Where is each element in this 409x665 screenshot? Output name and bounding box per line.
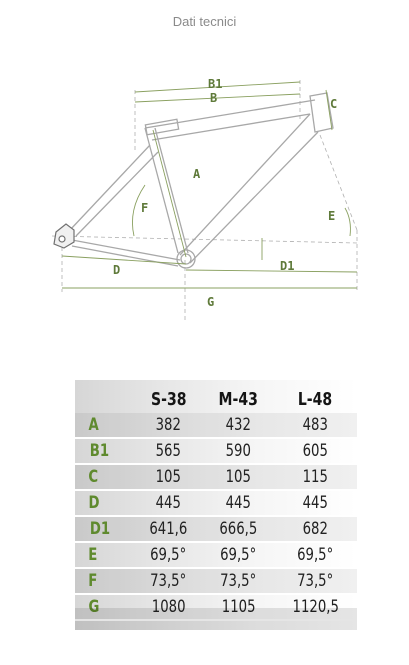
table-row <box>75 568 357 594</box>
row-label: A <box>75 413 134 438</box>
cell-value: 445 <box>134 490 203 516</box>
cell-value: 69,5° <box>274 542 357 568</box>
frame-geometry-diagram <box>0 60 409 320</box>
header-size-m: M-43 <box>218 388 258 410</box>
label-A: A <box>193 167 201 181</box>
table-row <box>75 413 357 438</box>
label-F: F <box>141 201 149 215</box>
spec-table <box>75 380 357 621</box>
table-row <box>75 542 357 568</box>
cell-value: 105 <box>203 464 274 490</box>
cell-value: 69,5° <box>203 542 274 568</box>
rear-dropout <box>54 224 74 248</box>
cell-value: 590 <box>203 438 274 464</box>
cell-value: 73,5° <box>274 568 357 594</box>
cell-value: 73,5° <box>134 568 203 594</box>
header-size-l: L-48 <box>298 388 333 410</box>
row-label: D <box>75 490 134 516</box>
row-label: E <box>75 542 134 568</box>
table-row <box>75 464 357 490</box>
row-label: F <box>75 568 134 594</box>
cell-value: 73,5° <box>203 568 274 594</box>
cell-value: 1080 <box>134 594 203 620</box>
label-C: C <box>330 97 338 111</box>
label-B: B <box>210 91 218 105</box>
label-G: G <box>207 295 215 309</box>
cell-value: 565 <box>134 438 203 464</box>
table-row <box>75 516 357 542</box>
cell-value: 105 <box>134 464 203 490</box>
cell-value: 382 <box>134 413 203 438</box>
cell-value: 641,6 <box>134 516 203 542</box>
label-D: D <box>113 263 121 277</box>
cell-value: 682 <box>274 516 357 542</box>
cell-value: 1105 <box>203 594 274 620</box>
cell-value: 445 <box>203 490 274 516</box>
row-label: B1 <box>75 438 134 464</box>
cell-value: 432 <box>203 413 274 438</box>
row-label: G <box>75 594 134 620</box>
label-D1: D1 <box>280 259 295 273</box>
cell-value: 1120,5 <box>274 594 357 620</box>
spec-table-panel <box>75 380 357 630</box>
cell-value: 69,5° <box>134 542 203 568</box>
cell-value: 483 <box>274 413 357 438</box>
table-row <box>75 438 357 464</box>
table-header-row <box>75 380 357 413</box>
cell-value: 666,5 <box>203 516 274 542</box>
cell-value: 115 <box>274 464 357 490</box>
cell-value: 605 <box>274 438 357 464</box>
table-row <box>75 490 357 516</box>
header-size-s: S-38 <box>150 388 187 410</box>
cell-value: 445 <box>274 490 357 516</box>
label-E: E <box>328 209 336 223</box>
header-empty <box>75 380 134 413</box>
row-label: D1 <box>75 516 134 542</box>
label-B1: B1 <box>208 77 223 91</box>
page-title: Dati tecnici <box>172 14 237 29</box>
table-footer-band <box>75 608 357 630</box>
row-label: C <box>75 464 134 490</box>
